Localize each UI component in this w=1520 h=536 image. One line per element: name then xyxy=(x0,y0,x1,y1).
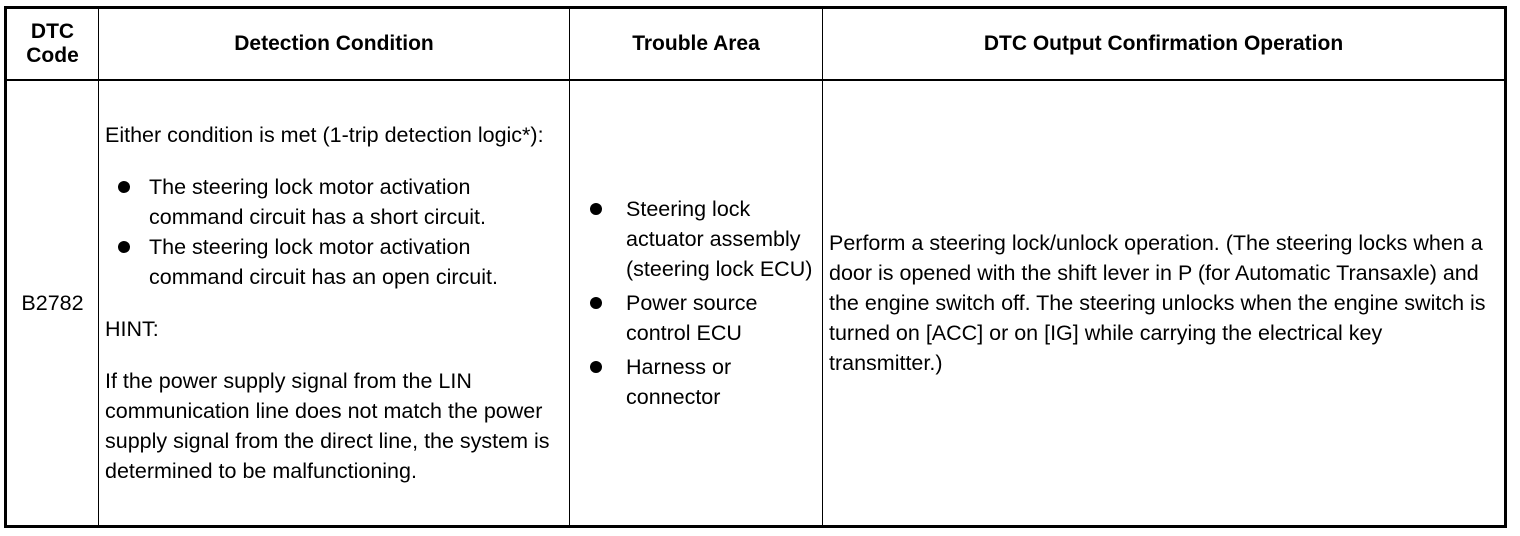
dtc-code-cell: B2782 xyxy=(6,80,99,526)
header-dtc-code-text: DTC Code xyxy=(26,20,79,67)
hint-label: HINT: xyxy=(105,316,159,341)
detection-bullet-text: The steering lock motor activation command circuit has an open circuit. xyxy=(149,234,498,289)
trouble-area-text: Power source control ECU xyxy=(626,290,758,345)
list-item xyxy=(105,172,563,232)
dtc-table xyxy=(4,6,1507,528)
bullet-icon xyxy=(590,361,602,373)
bullet-icon xyxy=(590,297,602,309)
bullet-icon xyxy=(118,181,130,193)
header-confirmation-operation: DTC Output Confirmation Operation xyxy=(823,8,1506,81)
header-detection-condition: Detection Condition xyxy=(99,8,570,81)
trouble-area-list xyxy=(586,194,818,412)
list-item xyxy=(586,288,818,348)
bullet-icon xyxy=(590,203,602,215)
detection-bullet-list xyxy=(105,172,563,292)
list-item xyxy=(105,232,563,292)
list-item xyxy=(586,194,818,284)
bullet-icon xyxy=(118,241,130,253)
detection-intro: Either condition is met (1-trip detection logic*): xyxy=(105,122,544,147)
confirmation-operation-cell: Perform a steering lock/unlock operation. (The steering locks when a door is opened with the shift lever in P (for Automatic Transaxle) and the engine switch off. The steering unlocks when the engine switch is turned on [ACC] or on [IG] while carrying the electrical key transmitter.) xyxy=(823,80,1506,526)
trouble-area-cell xyxy=(570,80,823,526)
list-item xyxy=(586,352,818,412)
detection-condition-cell xyxy=(99,80,570,526)
header-trouble-area: Trouble Area xyxy=(570,8,823,81)
hint-text: If the power supply signal from the LIN communication line does not match the power supply signal from the direct line, the system is determined to be malfunctioning. xyxy=(105,368,550,483)
trouble-area-text: Steering lock actuator assembly (steering lock ECU) xyxy=(626,196,813,281)
header-row xyxy=(6,8,1506,81)
table-row xyxy=(6,80,1506,526)
header-dtc-code xyxy=(6,8,99,81)
trouble-area-text: Harness or connector xyxy=(626,354,732,409)
dtc-table-container xyxy=(4,6,1507,528)
detection-bullet-text: The steering lock motor activation command circuit has a short circuit. xyxy=(149,174,486,229)
